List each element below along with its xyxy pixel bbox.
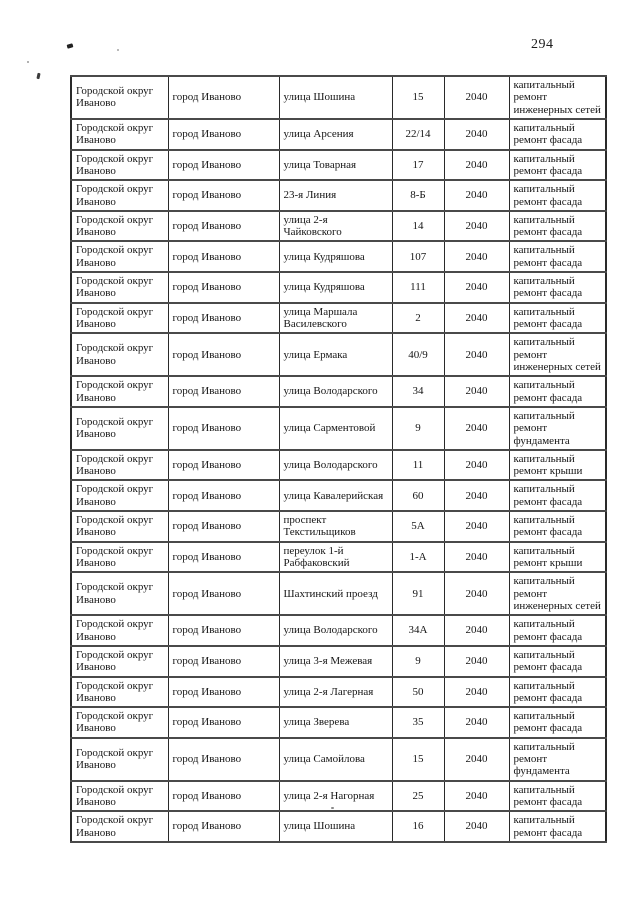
cell-city: город Иваново: [168, 150, 279, 181]
cell-work: капитальный ремонт инженерных сетей: [509, 76, 606, 119]
cell-house: 1-А: [392, 542, 444, 573]
cell-street: улица Шошина: [279, 811, 392, 842]
cell-work: капитальный ремонт фасада: [509, 211, 606, 242]
cell-city: город Иваново: [168, 781, 279, 812]
cell-city: город Иваново: [168, 646, 279, 677]
cell-work: капитальный ремонт фасада: [509, 480, 606, 511]
cell-year: 2040: [444, 480, 509, 511]
cell-work: капитальный ремонт фасада: [509, 677, 606, 708]
cell-municipality: Городской округ Иваново: [71, 333, 168, 376]
table-row: [71, 646, 606, 677]
cell-year: 2040: [444, 677, 509, 708]
cell-municipality: Городской округ Иваново: [71, 811, 168, 842]
cell-work: капитальный ремонт инженерных сетей: [509, 333, 606, 376]
cell-year: 2040: [444, 376, 509, 407]
cell-city: город Иваново: [168, 272, 279, 303]
cell-work: капитальный ремонт фундамента: [509, 407, 606, 450]
cell-work: капитальный ремонт фасада: [509, 303, 606, 334]
cell-street: 23-я Линия: [279, 180, 392, 211]
cell-house: 34А: [392, 615, 444, 646]
cell-municipality: Городской округ Иваново: [71, 376, 168, 407]
cell-year: 2040: [444, 738, 509, 781]
cell-year: 2040: [444, 180, 509, 211]
cell-work: капитальный ремонт фасада: [509, 511, 606, 542]
table-row: [71, 180, 606, 211]
cell-street: улица Зверева: [279, 707, 392, 738]
cell-city: город Иваново: [168, 572, 279, 615]
cell-house: 11: [392, 450, 444, 481]
table-row: [71, 241, 606, 272]
cell-municipality: Городской округ Иваново: [71, 511, 168, 542]
cell-street: улица Володарского: [279, 615, 392, 646]
scan-artifact-speck: [117, 49, 119, 51]
cell-street: Шахтинский проезд: [279, 572, 392, 615]
cell-city: город Иваново: [168, 615, 279, 646]
cell-house: 14: [392, 211, 444, 242]
cell-city: город Иваново: [168, 303, 279, 334]
cell-house: 15: [392, 76, 444, 119]
cell-municipality: Городской округ Иваново: [71, 211, 168, 242]
cell-work: капитальный ремонт фасада: [509, 376, 606, 407]
table-row: [71, 450, 606, 481]
table-row: [71, 272, 606, 303]
cell-street: улица 3-я Межевая: [279, 646, 392, 677]
cell-year: 2040: [444, 511, 509, 542]
cell-municipality: Городской округ Иваново: [71, 572, 168, 615]
cell-year: 2040: [444, 450, 509, 481]
cell-city: город Иваново: [168, 333, 279, 376]
table-row: [71, 150, 606, 181]
scan-artifact-speck: [27, 61, 29, 63]
cell-work: капитальный ремонт крыши: [509, 450, 606, 481]
cell-municipality: Городской округ Иваново: [71, 76, 168, 119]
cell-street: улица Володарского: [279, 450, 392, 481]
cell-street: улица Кавалерийская: [279, 480, 392, 511]
cell-house: 91: [392, 572, 444, 615]
cell-municipality: Городской округ Иваново: [71, 781, 168, 812]
cell-house: 17: [392, 150, 444, 181]
cell-year: 2040: [444, 150, 509, 181]
cell-work: капитальный ремонт фасада: [509, 150, 606, 181]
cell-city: город Иваново: [168, 542, 279, 573]
cell-house: 107: [392, 241, 444, 272]
cell-year: 2040: [444, 303, 509, 334]
cell-house: 35: [392, 707, 444, 738]
cell-street: улица Кудряшова: [279, 241, 392, 272]
cell-year: 2040: [444, 646, 509, 677]
cell-street: улица Товарная: [279, 150, 392, 181]
cell-municipality: Городской округ Иваново: [71, 119, 168, 150]
cell-city: город Иваново: [168, 376, 279, 407]
cell-work: капитальный ремонт фасада: [509, 646, 606, 677]
cell-house: 22/14: [392, 119, 444, 150]
table-row: [71, 76, 606, 119]
table-row: [71, 376, 606, 407]
cell-city: город Иваново: [168, 211, 279, 242]
table-row: [71, 707, 606, 738]
table-row: [71, 407, 606, 450]
cell-street: проспект Текстильщиков: [279, 511, 392, 542]
cell-house: 40/9: [392, 333, 444, 376]
cell-work: капитальный ремонт крыши: [509, 542, 606, 573]
cell-year: 2040: [444, 272, 509, 303]
cell-street: улица Кудряшова: [279, 272, 392, 303]
cell-city: город Иваново: [168, 707, 279, 738]
cell-municipality: Городской округ Иваново: [71, 480, 168, 511]
cell-year: 2040: [444, 542, 509, 573]
table-row: [71, 333, 606, 376]
repair-table-body: [71, 76, 606, 842]
cell-house: 16: [392, 811, 444, 842]
cell-year: 2040: [444, 811, 509, 842]
cell-municipality: Городской округ Иваново: [71, 646, 168, 677]
table-row: [71, 572, 606, 615]
cell-house: 34: [392, 376, 444, 407]
cell-work: капитальный ремонт фасада: [509, 811, 606, 842]
cell-municipality: Городской округ Иваново: [71, 677, 168, 708]
cell-work: капитальный ремонт инженерных сетей: [509, 572, 606, 615]
cell-municipality: Городской округ Иваново: [71, 542, 168, 573]
cell-work: капитальный ремонт фасада: [509, 615, 606, 646]
cell-city: город Иваново: [168, 738, 279, 781]
cell-municipality: Городской округ Иваново: [71, 303, 168, 334]
table-row: [71, 677, 606, 708]
cell-street: улица Самойлова: [279, 738, 392, 781]
cell-work: капитальный ремонт фундамента: [509, 738, 606, 781]
cell-year: 2040: [444, 707, 509, 738]
cell-house: 5А: [392, 511, 444, 542]
table-row: [71, 738, 606, 781]
cell-year: 2040: [444, 572, 509, 615]
cell-municipality: Городской округ Иваново: [71, 615, 168, 646]
cell-house: 15: [392, 738, 444, 781]
table-row: [71, 781, 606, 812]
cell-city: город Иваново: [168, 511, 279, 542]
cell-street: улица Ермака: [279, 333, 392, 376]
table-row: [71, 303, 606, 334]
cell-work: капитальный ремонт фасада: [509, 781, 606, 812]
cell-street: переулок 1-й Рабфаковский: [279, 542, 392, 573]
cell-year: 2040: [444, 333, 509, 376]
page-number: 294: [531, 37, 554, 52]
cell-house: 9: [392, 646, 444, 677]
cell-municipality: Городской округ Иваново: [71, 180, 168, 211]
cell-house: 50: [392, 677, 444, 708]
table-row: [71, 119, 606, 150]
table-row: [71, 480, 606, 511]
cell-street: улица Сарментовой: [279, 407, 392, 450]
cell-street: улица Арсения: [279, 119, 392, 150]
cell-house: 8-Б: [392, 180, 444, 211]
cell-work: капитальный ремонт фасада: [509, 241, 606, 272]
cell-city: город Иваново: [168, 119, 279, 150]
cell-city: город Иваново: [168, 480, 279, 511]
cell-work: капитальный ремонт фасада: [509, 272, 606, 303]
cell-street: улица 2-я Чайковского: [279, 211, 392, 242]
cell-street: улица Маршала Василевского: [279, 303, 392, 334]
cell-city: город Иваново: [168, 76, 279, 119]
cell-city: город Иваново: [168, 407, 279, 450]
cell-street: улица 2-я Лагерная: [279, 677, 392, 708]
cell-municipality: Городской округ Иваново: [71, 272, 168, 303]
cell-municipality: Городской округ Иваново: [71, 241, 168, 272]
cell-municipality: Городской округ Иваново: [71, 707, 168, 738]
cell-year: 2040: [444, 211, 509, 242]
cell-year: 2040: [444, 76, 509, 119]
cell-municipality: Городской округ Иваново: [71, 450, 168, 481]
cell-year: 2040: [444, 119, 509, 150]
cell-year: 2040: [444, 615, 509, 646]
table-row: [71, 511, 606, 542]
capital-repair-schedule-table: [70, 75, 607, 843]
cell-house: 9: [392, 407, 444, 450]
table-row: [71, 811, 606, 842]
table-row: [71, 211, 606, 242]
cell-city: город Иваново: [168, 180, 279, 211]
cell-year: 2040: [444, 407, 509, 450]
scan-artifact-speck: [67, 43, 74, 48]
cell-municipality: Городской округ Иваново: [71, 150, 168, 181]
table-row: [71, 542, 606, 573]
cell-street: улица 2-я Нагорная: [279, 781, 392, 812]
cell-street: улица Володарского: [279, 376, 392, 407]
table-row: [71, 615, 606, 646]
cell-work: капитальный ремонт фасада: [509, 707, 606, 738]
cell-city: город Иваново: [168, 811, 279, 842]
scan-artifact-speck: [36, 73, 40, 79]
cell-city: город Иваново: [168, 241, 279, 272]
cell-work: капитальный ремонт фасада: [509, 180, 606, 211]
cell-year: 2040: [444, 781, 509, 812]
cell-city: город Иваново: [168, 450, 279, 481]
cell-house: 111: [392, 272, 444, 303]
cell-municipality: Городской округ Иваново: [71, 738, 168, 781]
cell-year: 2040: [444, 241, 509, 272]
cell-house: 60: [392, 480, 444, 511]
cell-house: 25: [392, 781, 444, 812]
cell-work: капитальный ремонт фасада: [509, 119, 606, 150]
cell-house: 2: [392, 303, 444, 334]
cell-city: город Иваново: [168, 677, 279, 708]
cell-municipality: Городской округ Иваново: [71, 407, 168, 450]
cell-street: улица Шошина: [279, 76, 392, 119]
